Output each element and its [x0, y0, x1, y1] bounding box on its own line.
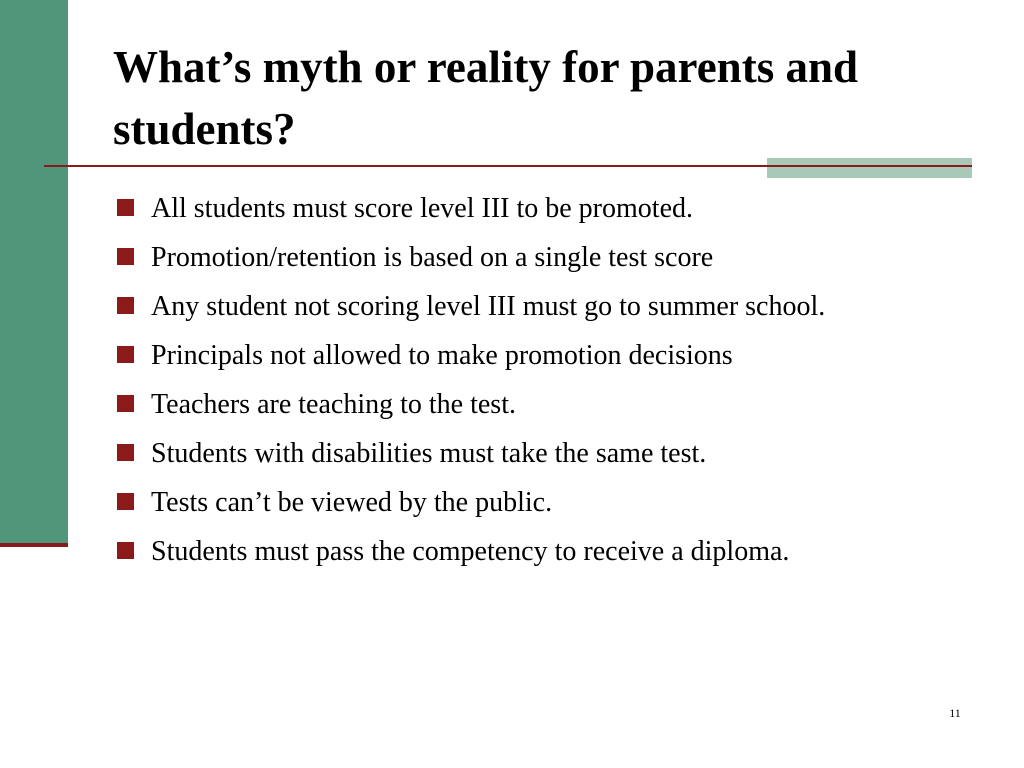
square-bullet-icon	[117, 346, 134, 363]
bullet-text: Students must pass the competency to receive a diploma.	[151, 536, 790, 567]
bullet-item	[115, 286, 985, 327]
bullet-item	[115, 188, 985, 229]
bullet-item	[115, 335, 985, 376]
bullet-item	[115, 482, 985, 523]
bullet-item	[115, 531, 985, 572]
bullet-text: Teachers are teaching to the test.	[151, 389, 516, 420]
square-bullet-icon	[117, 395, 134, 412]
bullet-item	[115, 433, 985, 474]
square-bullet-icon	[117, 297, 134, 314]
bullet-item	[115, 384, 985, 425]
bullet-text: Tests can’t be viewed by the public.	[151, 487, 553, 518]
square-bullet-icon	[117, 248, 134, 265]
bullet-text: Any student not scoring level III must go to summer school.	[151, 291, 826, 322]
bullet-text: Students with disabilities must take the same test.	[151, 438, 707, 469]
bullet-text: Principals not allowed to make promotion decisions	[151, 340, 733, 371]
square-bullet-icon	[117, 444, 134, 461]
bullet-list	[115, 188, 985, 580]
left-sidebar-rule	[0, 543, 68, 547]
left-sidebar-decoration	[0, 0, 68, 546]
bullet-text: All students must score level III to be promoted.	[151, 193, 693, 224]
square-bullet-icon	[117, 199, 134, 216]
slide-title: What’s myth or reality for parents and students?	[113, 42, 859, 154]
square-bullet-icon	[117, 542, 134, 559]
bullet-item	[115, 237, 985, 278]
page-number: 11	[949, 706, 961, 720]
bullet-text: Promotion/retention is based on a single test score	[151, 242, 714, 273]
square-bullet-icon	[117, 493, 134, 510]
title-accent-block	[767, 158, 972, 178]
